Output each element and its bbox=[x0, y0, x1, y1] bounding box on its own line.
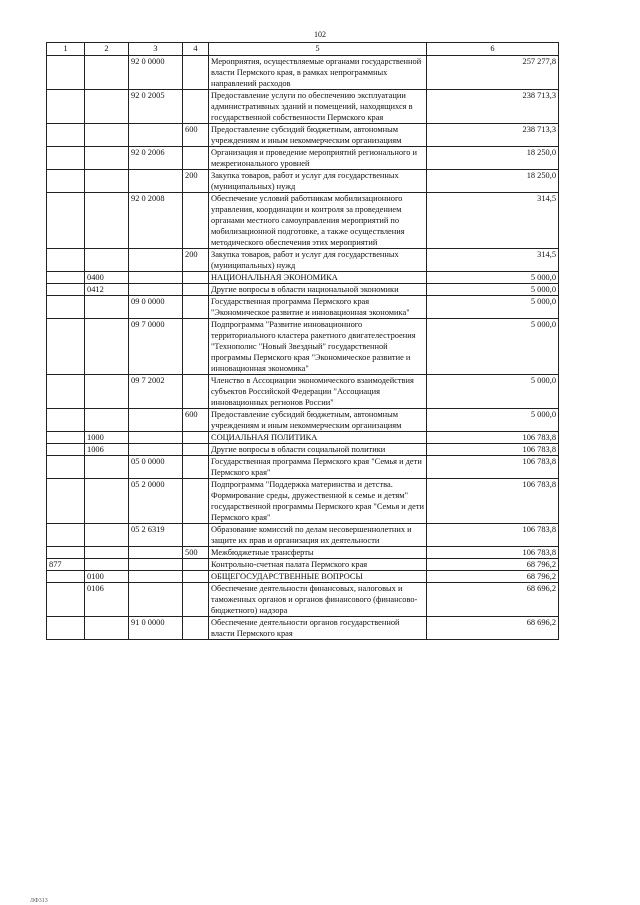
ministry-code bbox=[47, 296, 85, 319]
expense-type-code bbox=[183, 375, 209, 409]
table-row bbox=[47, 617, 559, 640]
expense-type-code bbox=[183, 617, 209, 640]
item-description: Предоставление субсидий бюджетным, автономным учреждениям и иным некоммерческим организациям bbox=[209, 409, 427, 432]
item-description: ОБЩЕГОСУДАРСТВЕННЫЕ ВОПРОСЫ bbox=[209, 571, 427, 583]
ministry-code bbox=[47, 524, 85, 547]
section-code: 0100 bbox=[85, 571, 129, 583]
item-amount: 106 783,8 bbox=[427, 524, 559, 547]
target-article-code: 09 0 0000 bbox=[129, 296, 183, 319]
ministry-code bbox=[47, 249, 85, 272]
ministry-code bbox=[47, 56, 85, 90]
target-article-code: 05 0 0000 bbox=[129, 456, 183, 479]
section-code bbox=[85, 170, 129, 193]
item-description: Обеспечение условий работникам мобилизационного управления, координации и контроля за проведением органами местного самоуправления мероприятий по мобилизационной подготовке, а также осуществления методического обеспечения этих мероприятий bbox=[209, 193, 427, 249]
section-code bbox=[85, 524, 129, 547]
target-article-code bbox=[129, 170, 183, 193]
expense-type-code bbox=[183, 559, 209, 571]
table-row bbox=[47, 559, 559, 571]
item-description: Государственная программа Пермского края "Экономическое развитие и инновационная экономика" bbox=[209, 296, 427, 319]
table-row bbox=[47, 296, 559, 319]
expense-type-code bbox=[183, 284, 209, 296]
item-description: Другие вопросы в области национальной экономики bbox=[209, 284, 427, 296]
ministry-code bbox=[47, 617, 85, 640]
section-code bbox=[85, 479, 129, 524]
expense-type-code bbox=[183, 296, 209, 319]
ministry-code bbox=[47, 147, 85, 170]
ministry-code bbox=[47, 444, 85, 456]
ministry-code bbox=[47, 193, 85, 249]
item-amount: 5 000,0 bbox=[427, 319, 559, 375]
section-code bbox=[85, 547, 129, 559]
target-article-code bbox=[129, 432, 183, 444]
expense-type-code: 500 bbox=[183, 547, 209, 559]
expense-type-code bbox=[183, 147, 209, 170]
target-article-code bbox=[129, 124, 183, 147]
table-row bbox=[47, 456, 559, 479]
ministry-code bbox=[47, 375, 85, 409]
table-row bbox=[47, 272, 559, 284]
ministry-code bbox=[47, 547, 85, 559]
section-code bbox=[85, 617, 129, 640]
item-amount: 106 783,8 bbox=[427, 444, 559, 456]
section-code bbox=[85, 193, 129, 249]
target-article-code: 92 0 2006 bbox=[129, 147, 183, 170]
item-description: Закупка товаров, работ и услуг для государственных (муниципальных) нужд bbox=[209, 170, 427, 193]
column-header: 1 bbox=[47, 43, 85, 56]
expense-type-code bbox=[183, 456, 209, 479]
table-body bbox=[47, 56, 559, 640]
table-row bbox=[47, 479, 559, 524]
table-row bbox=[47, 284, 559, 296]
table-row bbox=[47, 249, 559, 272]
table-row bbox=[47, 571, 559, 583]
ministry-code bbox=[47, 319, 85, 375]
expense-type-code bbox=[183, 193, 209, 249]
column-header: 2 bbox=[85, 43, 129, 56]
ministry-code bbox=[47, 124, 85, 147]
ministry-code bbox=[47, 432, 85, 444]
table-row bbox=[47, 193, 559, 249]
item-description: Обеспечение деятельности финансовых, налоговых и таможенных органов и органов финансового (финансово-бюджетного) надзора bbox=[209, 583, 427, 617]
item-description: Предоставление услуги по обеспечению эксплуатации административных зданий и помещений, находящихся в государственной собственности Пермского края bbox=[209, 90, 427, 124]
expense-type-code: 600 bbox=[183, 124, 209, 147]
item-amount: 257 277,8 bbox=[427, 56, 559, 90]
item-description: Организация и проведение мероприятий регионального и межрегионального уровней bbox=[209, 147, 427, 170]
item-amount: 68 696,2 bbox=[427, 617, 559, 640]
item-description: Другие вопросы в области социальной политики bbox=[209, 444, 427, 456]
table-header-row bbox=[47, 43, 559, 56]
section-code bbox=[85, 296, 129, 319]
item-amount: 68 796,2 bbox=[427, 571, 559, 583]
section-code bbox=[85, 456, 129, 479]
target-article-code bbox=[129, 284, 183, 296]
footer-mark: ЛФ313 bbox=[30, 898, 48, 904]
item-description: Членство в Ассоциации экономического взаимодействия субъектов Российской Федерации "Ассоциация инновационных регионов России" bbox=[209, 375, 427, 409]
target-article-code bbox=[129, 547, 183, 559]
expense-type-code: 200 bbox=[183, 249, 209, 272]
section-code bbox=[85, 147, 129, 170]
item-amount: 5 000,0 bbox=[427, 409, 559, 432]
table-row bbox=[47, 147, 559, 170]
table-row bbox=[47, 56, 559, 90]
target-article-code: 92 0 0000 bbox=[129, 56, 183, 90]
section-code bbox=[85, 56, 129, 90]
target-article-code: 09 7 2002 bbox=[129, 375, 183, 409]
item-description: Мероприятия, осуществляемые органами государственной власти Пермского края, в рамках непрограммных направлений расходов bbox=[209, 56, 427, 90]
ministry-code bbox=[47, 284, 85, 296]
ministry-code bbox=[47, 571, 85, 583]
expense-type-code bbox=[183, 319, 209, 375]
target-article-code bbox=[129, 571, 183, 583]
ministry-code bbox=[47, 456, 85, 479]
item-description: Подпрограмма "Развитие инновационного территориального кластера ракетного двигателестроения "Технополис "Новый Звездный" государственной программы Пермского края "Экономическое развитие и инновационная экономика" bbox=[209, 319, 427, 375]
table-row bbox=[47, 524, 559, 547]
item-amount: 5 000,0 bbox=[427, 272, 559, 284]
expense-type-code bbox=[183, 432, 209, 444]
table-row bbox=[47, 547, 559, 559]
expense-type-code bbox=[183, 90, 209, 124]
target-article-code: 05 2 0000 bbox=[129, 479, 183, 524]
item-amount: 314,5 bbox=[427, 249, 559, 272]
item-amount: 106 783,8 bbox=[427, 547, 559, 559]
table-row bbox=[47, 583, 559, 617]
target-article-code bbox=[129, 559, 183, 571]
item-description: Обеспечение деятельности органов государственной власти Пермского края bbox=[209, 617, 427, 640]
expense-type-code bbox=[183, 583, 209, 617]
item-amount: 238 713,3 bbox=[427, 90, 559, 124]
ministry-code: 877 bbox=[47, 559, 85, 571]
page-number: 102 bbox=[314, 30, 326, 39]
item-description: Межбюджетные трансферты bbox=[209, 547, 427, 559]
item-amount: 18 250,0 bbox=[427, 170, 559, 193]
target-article-code bbox=[129, 272, 183, 284]
item-amount: 5 000,0 bbox=[427, 284, 559, 296]
item-amount: 106 783,8 bbox=[427, 432, 559, 444]
table-row bbox=[47, 170, 559, 193]
table-row bbox=[47, 444, 559, 456]
expense-type-code bbox=[183, 479, 209, 524]
target-article-code: 91 0 0000 bbox=[129, 617, 183, 640]
item-description: Государственная программа Пермского края "Семья и дети Пермского края" bbox=[209, 456, 427, 479]
item-description: Закупка товаров, работ и услуг для государственных (муниципальных) нужд bbox=[209, 249, 427, 272]
target-article-code: 92 0 2008 bbox=[129, 193, 183, 249]
expense-type-code: 600 bbox=[183, 409, 209, 432]
ministry-code bbox=[47, 409, 85, 432]
target-article-code: 05 2 6319 bbox=[129, 524, 183, 547]
column-header: 4 bbox=[183, 43, 209, 56]
section-code: 1006 bbox=[85, 444, 129, 456]
item-amount: 106 783,8 bbox=[427, 479, 559, 524]
budget-table bbox=[46, 42, 559, 640]
expense-type-code bbox=[183, 272, 209, 284]
ministry-code bbox=[47, 90, 85, 124]
table-row bbox=[47, 319, 559, 375]
section-code bbox=[85, 319, 129, 375]
ministry-code bbox=[47, 479, 85, 524]
ministry-code bbox=[47, 170, 85, 193]
target-article-code bbox=[129, 583, 183, 617]
item-amount: 5 000,0 bbox=[427, 296, 559, 319]
item-amount: 314,5 bbox=[427, 193, 559, 249]
target-article-code bbox=[129, 444, 183, 456]
item-description: Контрольно-счетная палата Пермского края bbox=[209, 559, 427, 571]
item-amount: 68 696,2 bbox=[427, 583, 559, 617]
column-header: 6 bbox=[427, 43, 559, 56]
expense-type-code bbox=[183, 56, 209, 90]
item-amount: 68 796,2 bbox=[427, 559, 559, 571]
item-description: Образование комиссий по делам несовершеннолетних и защите их прав и организация их деятельности bbox=[209, 524, 427, 547]
section-code bbox=[85, 90, 129, 124]
expense-type-code: 200 bbox=[183, 170, 209, 193]
target-article-code bbox=[129, 249, 183, 272]
ministry-code bbox=[47, 272, 85, 284]
column-header: 3 bbox=[129, 43, 183, 56]
target-article-code: 09 7 0000 bbox=[129, 319, 183, 375]
section-code: 0412 bbox=[85, 284, 129, 296]
item-amount: 106 783,8 bbox=[427, 456, 559, 479]
item-amount: 5 000,0 bbox=[427, 375, 559, 409]
item-description: НАЦИОНАЛЬНАЯ ЭКОНОМИКА bbox=[209, 272, 427, 284]
item-amount: 238 713,3 bbox=[427, 124, 559, 147]
expense-type-code bbox=[183, 524, 209, 547]
target-article-code: 92 0 2005 bbox=[129, 90, 183, 124]
section-code: 0400 bbox=[85, 272, 129, 284]
item-amount: 18 250,0 bbox=[427, 147, 559, 170]
item-description: Подпрограмма "Поддержка материнства и детства. Формирование среды, дружественной к семье и детям" государственной программы Пермского края "Семья и дети Пермского края" bbox=[209, 479, 427, 524]
table-row bbox=[47, 432, 559, 444]
section-code bbox=[85, 124, 129, 147]
item-description: СОЦИАЛЬНАЯ ПОЛИТИКА bbox=[209, 432, 427, 444]
target-article-code bbox=[129, 409, 183, 432]
section-code bbox=[85, 375, 129, 409]
section-code bbox=[85, 249, 129, 272]
section-code: 0106 bbox=[85, 583, 129, 617]
table-row bbox=[47, 409, 559, 432]
section-code: 1000 bbox=[85, 432, 129, 444]
table-row bbox=[47, 124, 559, 147]
section-code bbox=[85, 559, 129, 571]
column-header: 5 bbox=[209, 43, 427, 56]
ministry-code bbox=[47, 583, 85, 617]
table-row bbox=[47, 90, 559, 124]
table-row bbox=[47, 375, 559, 409]
section-code bbox=[85, 409, 129, 432]
expense-type-code bbox=[183, 571, 209, 583]
expense-type-code bbox=[183, 444, 209, 456]
item-description: Предоставление субсидий бюджетным, автономным учреждениям и иным некоммерческим организациям bbox=[209, 124, 427, 147]
